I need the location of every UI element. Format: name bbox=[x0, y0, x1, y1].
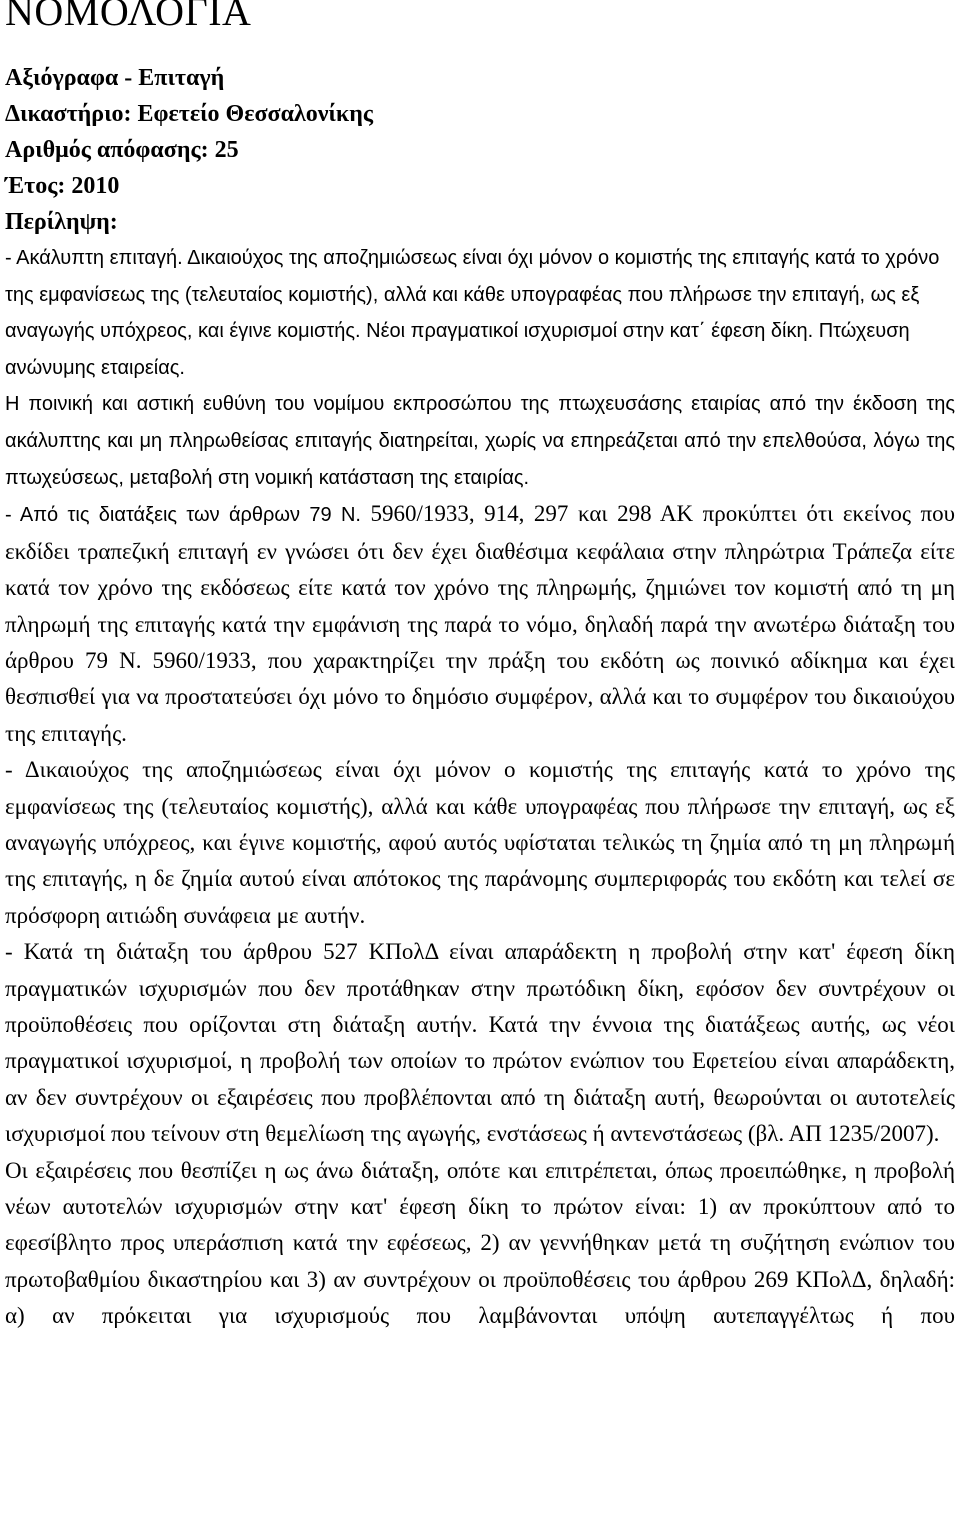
document-title: ΝΟΜΟΛΟΓΙΑ bbox=[5, 0, 252, 34]
meta-summary-heading: Περίληψη: bbox=[5, 209, 118, 235]
body-paragraph-beneficiary: - Δικαιούχος της αποζημιώσεως είναι όχι μόνον ο κομιστής της επιταγής κατά το χρόνο της εμφανίσεως της (τελευταίος κομιστής), αλλά και κάθε υπογραφέας που πλήρωσε την επιταγή, ως εξ αναγωγής υπόχρεος, και έγινε κομιστής, αφού αυτός υφίσταται τελικώς τη ζημία από τη μη πληρωμή της επιταγής, η δε ζημία αυτού είναι απότοκος της παράνομης συμπεριφοράς του εκδότη και τελεί σε πρόσφορη αιτιώδη συνάφεια με αυτήν. bbox=[5, 757, 955, 928]
body-paragraph-issuer-lead: - Από τις διατάξεις των άρθρων 79 Ν. bbox=[5, 504, 361, 527]
summary-paragraph-1: - Ακάλυπτη επιταγή. Δικαιούχος της αποζημιώσεως είναι όχι μόνον ο κομιστής της επιταγής κατά το χρόνο της εμφανίσεως της (τελευταίος κομιστής), αλλά και κάθε υπογραφέας που πλήρωσε την επιταγή, ως εξ αναγωγής υπόχρεος, και έγινε κομιστής. Νέοι πραγματικοί ισχυρισμοί στην κατ΄ έφεση δίκη. Πτώχευση ανώνυμης εταιρείας. bbox=[5, 247, 940, 379]
meta-category: Αξιόγραφα - Επιταγή bbox=[5, 65, 225, 91]
body-paragraph-issuer-text: 5960/1933, 914, 297 και 298 ΑΚ προκύπτει ότι εκείνος που εκδίδει τραπεζική επιταγή εν γνώσει ότι δεν έχει διαθέσιμα κεφάλαια στην πληρώτρια Τράπεζα είτε κατά τον χρόνο της εκδόσεως είτε κατά τον χρόνο της πληρωμής, ζημιώνει τον κομιστή από τη μη πληρωμή της επιταγής κατά την εμφάνιση της παρά το νόμο, δηλαδή παρά την ανωτέρω διάταξη του άρθρου 79 Ν. 5960/1933, που χαρακτηρίζει την πράξη του εκδότη ως ποινικό αδίκημα και έχει θεσπισθεί για να προστατεύσει όχι μόνο το δημόσιο συμφέρον, αλλά και το συμφέρον του δικαιούχου της επιταγής. bbox=[5, 501, 955, 746]
meta-court: Δικαστήριο: Εφετείο Θεσσαλονίκης bbox=[5, 101, 373, 127]
meta-decision-number: Αριθμός απόφασης: 25 bbox=[5, 137, 239, 163]
document-page bbox=[5, 0, 955, 1335]
body-paragraph-issuer bbox=[5, 496, 955, 752]
body-paragraph-article-527: - Κατά τη διάταξη του άρθρου 527 ΚΠολΔ είναι απαράδεκτη η προβολή στην κατ' έφεση δίκη πραγματικών ισχυρισμών που δεν προτάθηκαν στην πρωτόδικη δίκη, εφόσον δεν συντρέχουν οι προϋποθέσεις που ορίζονται στη διάταξη αυτήν. Κατά την έννοια της διατάξεως αυτής, ως νέοι πραγματικοί ισχυρισμοί, η προβολή των οποίων το πρώτον ενώπιον του Εφετείου είναι απαράδεκτη, αν δεν συντρέχουν οι εξαιρέσεις που προβλέπονται από τη διάταξη αυτή, θεωρούνται οι αυτοτελείς ισχυρισμοί που τείνουν στη θεμελίωση της αγωγής, ενστάσεως ή αντενστάσεως (βλ. ΑΠ 1235/2007). bbox=[5, 939, 955, 1147]
body-paragraph-exceptions: Οι εξαιρέσεις που θεσπίζει η ως άνω διάταξη, οπότε και επιτρέπεται, όπως προειπώθηκε, η προβολή νέων αυτοτελών ισχυρισμών στην κατ' έφεση δίκη το πρώτον είναι: 1) αν προκύπτουν από το εφεσίβλητο προς υπεράσπιση κατά την εφέσεως, 2) αν γεννήθηκαν μετά τη συζήτηση ενώπιον του πρωτοβαθμίου δικαστηρίου και 3) αν συντρέχουν οι προϋποθέσεις του άρθρου 269 ΚΠολΔ, δηλαδή: α) αν πρόκειται για ισχυρισμούς που λαμβάνονται υπόψη αυτεπαγγέλτως ή που bbox=[5, 1157, 955, 1329]
meta-year: Έτος: 2010 bbox=[5, 173, 120, 199]
summary-paragraph-2: Η ποινική και αστική ευθύνη του νομίμου εκπροσώπου της πτωχευσάσης εταιρίας από την έκδοση της ακάλυπτης και μη πληρωθείσας επιταγής διατηρείται, χωρίς να επηρεάζεται από την επελθούσα, λόγω της πτωχεύσεως, μεταβολή στη νομική κατάσταση της εταιρίας. bbox=[5, 393, 955, 489]
case-metadata bbox=[5, 60, 955, 240]
